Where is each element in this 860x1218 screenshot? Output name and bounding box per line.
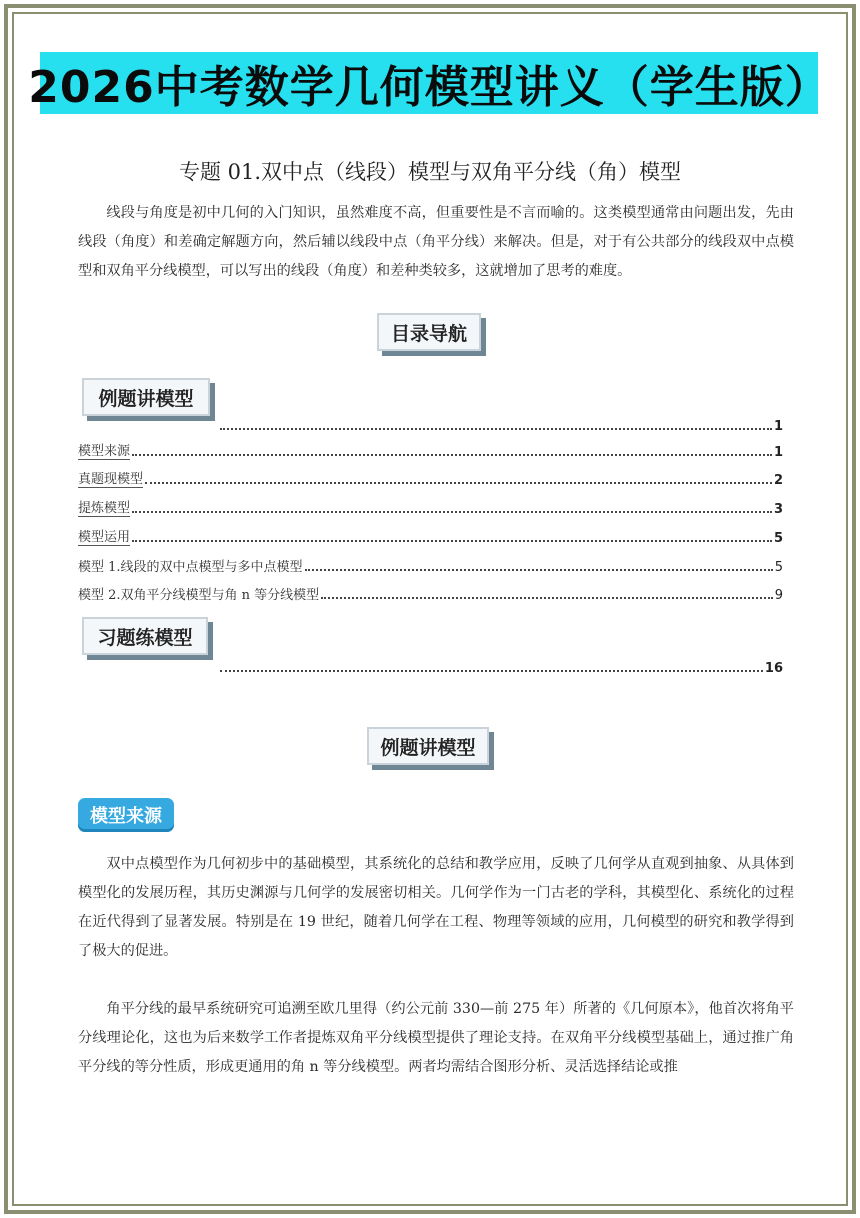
toc-group-examples[interactable] xyxy=(82,378,210,416)
title-banner xyxy=(28,52,830,114)
document-title: 2026中考数学几何模型讲义（学生版） xyxy=(28,62,830,113)
toc-item-label: 真题现模型 xyxy=(78,468,143,488)
examples-section-heading xyxy=(367,727,489,765)
examples-section-heading-text: 例题讲模型 xyxy=(380,736,476,759)
toc-dots xyxy=(305,569,773,571)
toc-page-number: 1 xyxy=(773,445,783,460)
toc-dots xyxy=(132,511,772,513)
intro-paragraph: 线段与角度是初中几何的入门知识，虽然难度不高，但重要性是不言而喻的。这类模型通常由问题出发，先由线段（角度）和差确定解题方向，然后辅以线段中点（角平分线）来解决。但是，对于有公共部分的线段双中点模型和双角平分线模型，可以写出的线段（角度）和差种类较多，这就增加了思考的难度。 xyxy=(78,205,794,279)
model-source-tag-text: 模型来源 xyxy=(90,806,162,827)
toc-page-number: 2 xyxy=(773,473,783,488)
toc-dots xyxy=(132,454,772,456)
toc-page-number: 5 xyxy=(773,531,783,546)
toc-group-examples-text: 例题讲模型 xyxy=(98,387,194,410)
toc-dots xyxy=(220,428,772,430)
toc-page-number: 1 xyxy=(773,419,783,434)
toc-dots xyxy=(220,670,763,672)
toc-item-label: 模型来源 xyxy=(78,440,130,460)
toc-page-number: 3 xyxy=(773,502,783,517)
toc-dots xyxy=(145,482,772,484)
toc-page-number: 9 xyxy=(774,588,783,603)
model-source-tag xyxy=(78,798,174,832)
section-title: 专题 01.双中点（线段）模型与双角平分线（角）模型 xyxy=(178,160,682,184)
body-paragraph-1: 双中点模型作为几何初步中的基础模型，其系统化的总结和教学应用，反映了几何学从直观到抽象、从具体到模型化的发展历程，其历史渊源与几何学的发展密切相关。几何学作为一门古老的学科，其模型化、系统化的过程在近代得到了显著发展。特别是在 19 世纪，随着几何学在工程、物理等领域的应用，几何模型的研究和教学得到了极大的促进。 xyxy=(78,856,794,959)
toc-item[interactable] xyxy=(78,555,783,575)
toc-item[interactable] xyxy=(78,583,783,603)
toc-page-number: 16 xyxy=(764,661,783,676)
toc-dots xyxy=(321,597,773,599)
toc-group-exercises-leader[interactable] xyxy=(218,656,783,676)
toc-group-examples-leader[interactable] xyxy=(218,414,783,434)
body-paragraph-2: 角平分线的最早系统研究可追溯至欧几里得（约公元前 330—前 275 年）所著的《几何原本》，他首次将角平分线理论化，这也为后来数学工作者提炼双角平分线模型提供了理论支持。在双角平分线模型基础上，通过推广角平分线的等分性质，形成更通用的角 n 等分线模型。两者均需结合图形分析、灵活选择结论或推 xyxy=(78,1001,794,1075)
toc-heading xyxy=(377,313,481,351)
toc-item-label: 提炼模型 xyxy=(78,497,130,517)
toc-group-exercises-text: 习题练模型 xyxy=(97,626,193,649)
toc-group-exercises[interactable] xyxy=(82,617,208,655)
toc-item[interactable] xyxy=(78,440,783,460)
toc-item[interactable] xyxy=(78,526,783,546)
toc-item[interactable] xyxy=(78,497,783,517)
toc-item-label: 模型 1.线段的双中点模型与多中点模型 xyxy=(78,560,303,575)
toc-dots xyxy=(132,540,772,542)
toc-item-label: 模型运用 xyxy=(78,526,130,546)
toc-page-number: 5 xyxy=(774,560,783,575)
toc-item-label: 模型 2.双角平分线模型与角 n 等分线模型 xyxy=(78,588,320,603)
toc-item[interactable] xyxy=(78,468,783,488)
toc-heading-text: 目录导航 xyxy=(390,322,467,345)
